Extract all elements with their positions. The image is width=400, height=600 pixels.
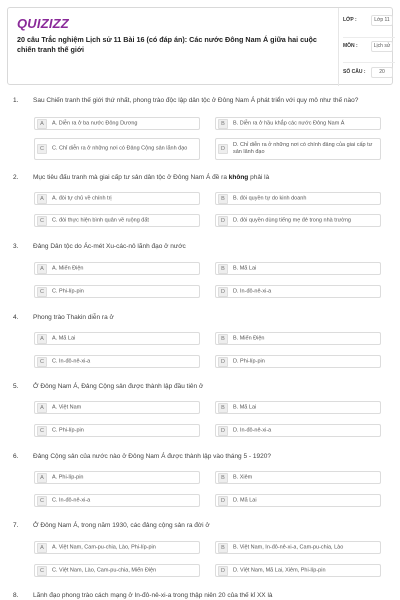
- question-number: 1.: [13, 97, 19, 104]
- option-letter: C: [37, 144, 47, 154]
- meta-grade-label: LỚP :: [343, 17, 357, 23]
- answer-option-a[interactable]: [34, 332, 200, 345]
- answer-option-c[interactable]: [34, 285, 200, 298]
- option-letter: A: [37, 264, 47, 274]
- question-text: Mục tiêu đấu tranh mà giai cấp tư sản dân tộc ở Đông Nam Á đề ra không phải là: [33, 174, 270, 181]
- meta-separator: [343, 62, 395, 63]
- meta-grade-value: Lớp 11: [371, 15, 393, 26]
- option-text: D. đòi quyền dùng tiếng mẹ đẻ trong nhà trường: [233, 217, 351, 223]
- answer-option-b[interactable]: [215, 192, 381, 205]
- option-text: D. Việt Nam, Mã Lai, Xiêm, Phi-líp-pin: [233, 567, 326, 573]
- option-letter: B: [218, 264, 228, 274]
- answer-option-b[interactable]: [215, 262, 381, 275]
- header-divider: [338, 8, 339, 86]
- answer-option-b[interactable]: [215, 541, 381, 554]
- option-letter: D: [218, 496, 228, 506]
- option-letter: D: [218, 426, 228, 436]
- option-text: D. Chỉ diễn ra ở những nơi có chính đảng của giai cấp tư sản lãnh đạo: [233, 142, 373, 155]
- answer-option-c[interactable]: [34, 214, 200, 227]
- option-text: B. Việt Nam, In-đô-nê-xi-a, Cam-pu-chia, Lào: [233, 544, 344, 550]
- answer-option-b[interactable]: [215, 117, 381, 130]
- question-number: 4.: [13, 314, 19, 321]
- option-text: A. Phi-líp-pin: [52, 474, 84, 480]
- option-letter: B: [218, 473, 228, 483]
- option-letter: B: [218, 194, 228, 204]
- answer-option-b[interactable]: [215, 471, 381, 484]
- question-text: Ở Đông Nam Á, trong năm 1930, các đảng cộng sản ra đời ở: [33, 522, 210, 529]
- option-text: B. đòi quyền tự do kinh doanh: [233, 195, 307, 201]
- option-letter: A: [37, 194, 47, 204]
- option-text: D. In-đô-nê-xi-a: [233, 427, 272, 433]
- meta-count-label: SỐ CÂU :: [343, 69, 366, 75]
- option-letter: B: [218, 119, 228, 129]
- question-text: Sau Chiến tranh thế giới thứ nhất, phong trào độc lập dân tộc ở Đông Nam Á phát triển với quy mô như thế nào?: [33, 97, 359, 104]
- option-letter: A: [37, 119, 47, 129]
- answer-option-d[interactable]: [215, 214, 381, 227]
- option-letter: A: [37, 543, 47, 553]
- option-letter: D: [218, 144, 228, 154]
- question-text: Đảng Cộng sản của nước nào ở Đông Nam Á được thành lập vào tháng 5 - 1920?: [33, 453, 271, 460]
- answer-option-b[interactable]: [215, 332, 381, 345]
- question-number: 6.: [13, 453, 19, 460]
- answer-option-a[interactable]: [34, 541, 200, 554]
- option-letter: C: [37, 357, 47, 367]
- answer-option-d[interactable]: [215, 355, 381, 368]
- question-number: 8.: [13, 592, 19, 599]
- worksheet-header: [7, 7, 393, 85]
- option-text: C. Chỉ diễn ra ở những nơi có Đảng Cộng sản lãnh đạo: [52, 145, 188, 152]
- answer-option-a[interactable]: [34, 401, 200, 414]
- option-text: D. Mã Lai: [233, 497, 257, 503]
- option-letter: D: [218, 287, 228, 297]
- option-text: A. Miến Điện: [52, 265, 84, 271]
- answer-option-a[interactable]: [34, 117, 200, 130]
- option-text: B. Mã Lai: [233, 265, 257, 271]
- meta-count-value: 20: [371, 67, 393, 78]
- quizizz-logo: QUIZIZZ: [17, 16, 69, 31]
- meta-separator: [343, 37, 395, 38]
- question-text: Lãnh đạo phong trào cách mạng ở In-đô-nê-xi-a trong thập niên 20 của thế kỉ XX là: [33, 592, 273, 599]
- option-letter: D: [218, 357, 228, 367]
- option-letter: A: [37, 334, 47, 344]
- option-letter: C: [37, 426, 47, 436]
- option-text: C. Phi-líp-pin: [52, 427, 84, 433]
- option-letter: A: [37, 473, 47, 483]
- option-text: C. In-đô-nê-xi-a: [52, 358, 91, 364]
- meta-subject-value: Lịch sử: [371, 41, 393, 52]
- answer-option-c[interactable]: [34, 564, 200, 577]
- answer-option-d[interactable]: [215, 494, 381, 507]
- question-number: 5.: [13, 383, 19, 390]
- option-letter: A: [37, 403, 47, 413]
- option-letter: B: [218, 543, 228, 553]
- option-text: C. In-đô-nê-xi-a: [52, 497, 91, 503]
- emphasis-text: không: [228, 174, 249, 181]
- answer-option-d[interactable]: [215, 285, 381, 298]
- option-text: C. Phi-líp-pin: [52, 288, 84, 294]
- option-letter: C: [37, 287, 47, 297]
- answer-option-c[interactable]: [34, 424, 200, 437]
- answer-option-c[interactable]: [34, 355, 200, 368]
- option-letter: B: [218, 334, 228, 344]
- option-text: D. Phi-líp-pin: [233, 358, 265, 364]
- answer-option-a[interactable]: [34, 262, 200, 275]
- option-letter: C: [37, 496, 47, 506]
- option-text: B. Diễn ra ở hầu khắp các nước Đông Nam Á: [233, 120, 345, 126]
- question-text: Ở Đông Nam Á, Đảng Cộng sản được thành lập đầu tiên ở: [33, 383, 204, 390]
- option-text: A. Việt Nam: [52, 404, 82, 410]
- answer-option-d[interactable]: [215, 138, 381, 160]
- option-text: A. Diễn ra ở ba nước Đông Dương: [52, 120, 138, 126]
- option-text: B. Xiêm: [233, 474, 253, 480]
- answer-option-a[interactable]: [34, 471, 200, 484]
- answer-option-c[interactable]: [34, 138, 200, 160]
- option-text: C. Việt Nam, Lào, Cam-pu-chia, Miến Điện: [52, 567, 157, 573]
- option-text: A. Việt Nam, Cam-pu-chia, Lào, Phi-líp-pin: [52, 544, 156, 550]
- option-letter: C: [37, 216, 47, 226]
- option-letter: D: [218, 566, 228, 576]
- worksheet-title: 20 câu Trắc nghiệm Lịch sử 11 Bài 16 (có đáp án): Các nước Đông Nam Á giữa hai cuộc chiến tranh thế giới: [17, 35, 317, 54]
- question-text: Đảng Dân tộc do Ác-mét Xu-các-nô lãnh đạo ở nước: [33, 243, 186, 250]
- answer-option-a[interactable]: [34, 192, 200, 205]
- option-text: B. Mã Lai: [233, 404, 257, 410]
- option-letter: B: [218, 403, 228, 413]
- answer-option-c[interactable]: [34, 494, 200, 507]
- answer-option-d[interactable]: [215, 424, 381, 437]
- question-number: 3.: [13, 243, 19, 250]
- option-text: B. Miến Điện: [233, 335, 265, 341]
- option-letter: D: [218, 216, 228, 226]
- answer-option-d[interactable]: [215, 564, 381, 577]
- option-text: A. đòi tự chủ về chính trị: [52, 195, 112, 201]
- option-text: D. In-đô-nê-xi-a: [233, 288, 272, 294]
- meta-subject-label: MÔN :: [343, 43, 358, 49]
- question-number: 2.: [13, 174, 19, 181]
- question-number: 7.: [13, 522, 19, 529]
- option-text: C. đòi thực hiện bình quân về ruộng đất: [52, 217, 149, 223]
- answer-option-b[interactable]: [215, 401, 381, 414]
- question-text: Phong trào Thakin diễn ra ở: [33, 314, 114, 321]
- option-letter: C: [37, 566, 47, 576]
- option-text: A. Mã Lai: [52, 335, 76, 341]
